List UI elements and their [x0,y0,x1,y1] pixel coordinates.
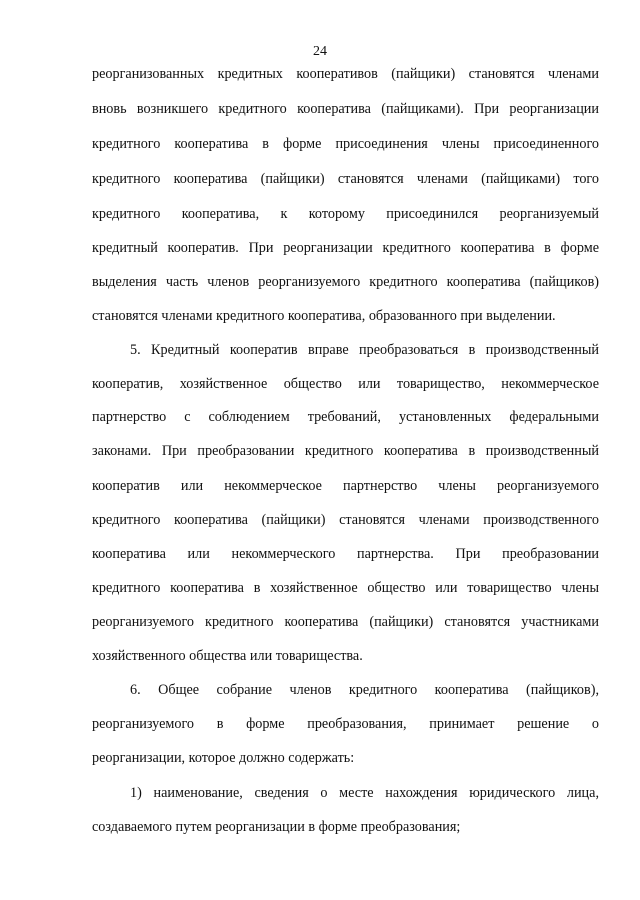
text-line: вновь возникшего кредитного кооператива (пайщиками). При реорганизации [92,101,599,117]
text-line: реорганизованных кредитных кооперативов (пайщики) становятся членами [92,66,599,82]
text-line: выделения часть членов реорганизуемого кредитного кооператива (пайщиков) [92,274,599,290]
text-line: кооператива или некоммерческого партнерства. При преобразовании [92,546,599,562]
text-line: 5. Кредитный кооператив вправе преобразоваться в производственный [130,342,599,358]
text-line: создаваемого путем реорганизации в форме преобразования; [92,819,461,835]
text-line: кредитный кооператив. При реорганизации кредитного кооператива в форме [92,240,599,256]
text-line: реорганизации, которое должно содержать: [92,750,355,766]
text-line: кредитного кооператива в хозяйственное общество или товарищество члены [92,580,599,596]
text-line: реорганизуемого в форме преобразования, принимает решение о [92,716,599,732]
text-line: законами. При преобразовании кредитного кооператива в производственный [92,443,599,459]
page-number: 24 [313,44,327,59]
text-line: хозяйственного общества или товарищества. [92,648,363,664]
text-line: становятся членами кредитного кооператива, образованного при выделении. [92,308,556,324]
text-line: кредитного кооператива (пайщики) становятся членами производственного [92,512,599,528]
text-line: кооператив или некоммерческое партнерство члены реорганизуемого [92,478,599,494]
text-line: кредитного кооператива (пайщики) становятся членами (пайщиками) того [92,171,599,187]
text-line: кооператив, хозяйственное общество или товарищество, некоммерческое [92,376,599,392]
text-line: кредитного кооператива в форме присоединения члены присоединенного [92,136,599,152]
text-line: 6. Общее собрание членов кредитного кооператива (пайщиков), [130,682,599,698]
text-line: реорганизуемого кредитного кооператива (пайщики) становятся участниками [92,614,599,630]
text-line: кредитного кооператива, к которому присоединился реорганизуемый [92,206,599,222]
text-line: 1) наименование, сведения о месте нахождения юридического лица, [130,785,599,801]
text-line: партнерство с соблюдением требований, установленных федеральными [92,409,599,425]
